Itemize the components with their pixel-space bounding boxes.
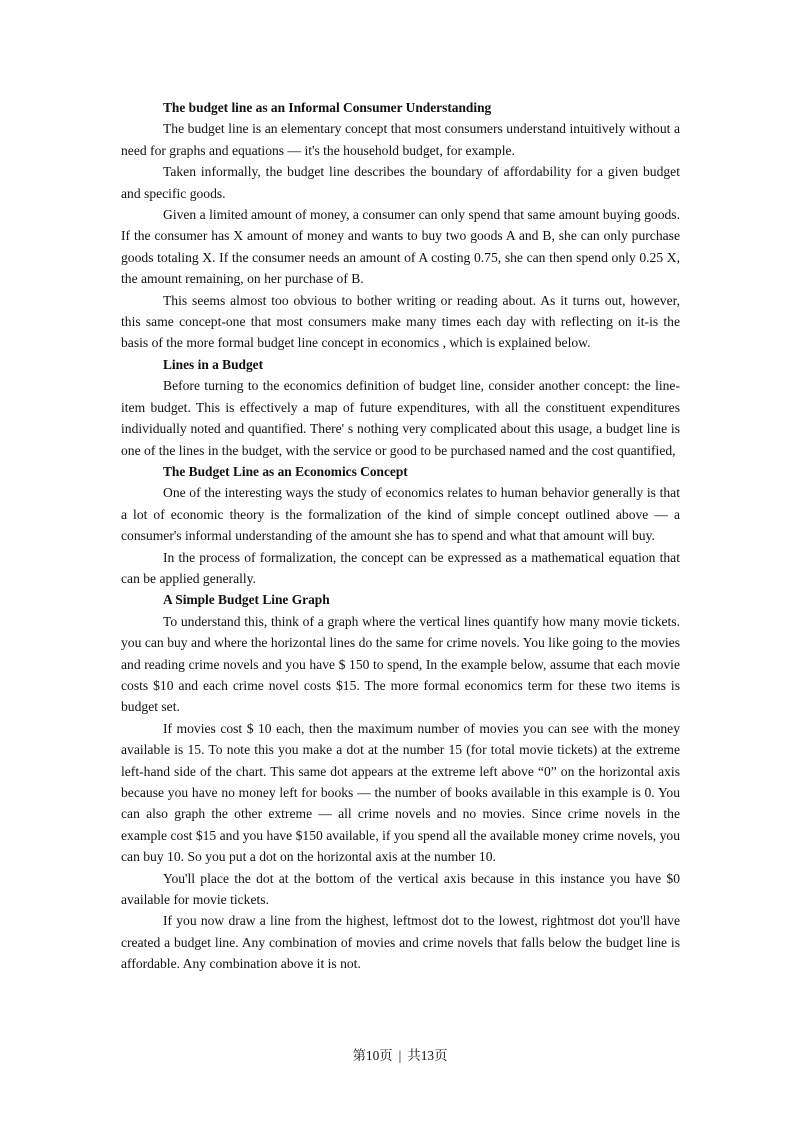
page-footer: [0, 1046, 800, 1066]
paragraph: If movies cost $ 10 each, then the maximum number of movies you can see with the money available is 15. To note this you make a dot at the number 15 (for total movie tickets) at the extreme left-hand side of the chart. This same dot appears at the extreme left above “0” on the horizontal axis because you have no money left for books — the number of books available in this example is 0. You can also graph the other extreme — all crime novels and no movies. Since crime novels in the example cost $15 and you have $150 available, if you spend all the available money crime novels, you can buy 10. So you put a dot on the horizontal axis at the number 10.: [121, 720, 680, 865]
paragraph: The budget line is an elementary concept that most consumers understand intuitively without a need for graphs and equations — it's the household budget, for example.: [121, 121, 680, 158]
section-heading: The Budget Line as an Economics Concept: [163, 463, 408, 479]
section-informal-understanding: [121, 97, 680, 354]
section-heading: A Simple Budget Line Graph: [163, 592, 330, 608]
paragraph: You'll place the dot at the bottom of the vertical axis because in this instance you have $0 available for movie tickets.: [121, 870, 680, 908]
footer-separator: |: [398, 1048, 402, 1063]
paragraph: One of the interesting ways the study of economics relates to human behavior generally is that a lot of economic theory is the formalization of the kind of simple concept outlined above — a consumer's informal understanding of the amount she has to spend and what that amount will buy.: [121, 485, 680, 544]
paragraph: Before turning to the economics definition of budget line, consider another concept: the line-item budget. This is effectively a map of future expenditures, with all the constituent expenditures individually noted and quantified. There' s nothing very complicated about this usage, a budget line is one of the lines in the budget, with the service or good to be purchased named and the cost quantified,: [121, 378, 680, 458]
paragraph: Taken informally, the budget line describes the boundary of affordability for a given budget and specific goods.: [121, 164, 680, 201]
section-heading: Lines in a Budget: [163, 356, 264, 372]
paragraph: This seems almost too obvious to bother writing or reading about. As it turns out, however, this same concept-one that most consumers make many times each day with reflecting on it-is the basis of the more formal budget line concept in economics , which is explained below.: [121, 292, 680, 351]
paragraph: To understand this, think of a graph where the vertical lines quantify how many movie tickets. you can buy and where the horizontal lines do the same for crime novels. You like going to the movies and reading crime novels and you have $ 150 to spend, In the example below, assume that each movie costs $10 and each crime novel costs $15. The more formal economics term for these two items is budget set.: [121, 613, 680, 715]
document-page: [121, 97, 680, 975]
page-total: 共13页: [407, 1048, 448, 1063]
paragraph: Given a limited amount of money, a consumer can only spend that same amount buying goods. If the consumer has X amount of money and wants to buy two goods A and B, she can only purchase goods totaling X. If the consumer needs an amount of A costing 0.75, she can then spend only 0.25 X, the amount remaining, on her purchase of B.: [121, 207, 680, 287]
page-number: 第10页: [352, 1048, 393, 1063]
paragraph: If you now draw a line from the highest, leftmost dot to the lowest, rightmost dot you'll have created a budget line. Any combination of movies and crime novels that falls below the budget line is affordable. Any combination above it is not.: [121, 913, 680, 972]
section-heading: The budget line as an Informal Consumer Understanding: [163, 100, 492, 115]
section-lines-in-budget: [121, 354, 680, 461]
section-budget-line-graph: [121, 589, 680, 974]
paragraph: In the process of formalization, the concept can be expressed as a mathematical equation that can be applied generally.: [121, 549, 680, 586]
section-economics-concept: [121, 461, 680, 589]
